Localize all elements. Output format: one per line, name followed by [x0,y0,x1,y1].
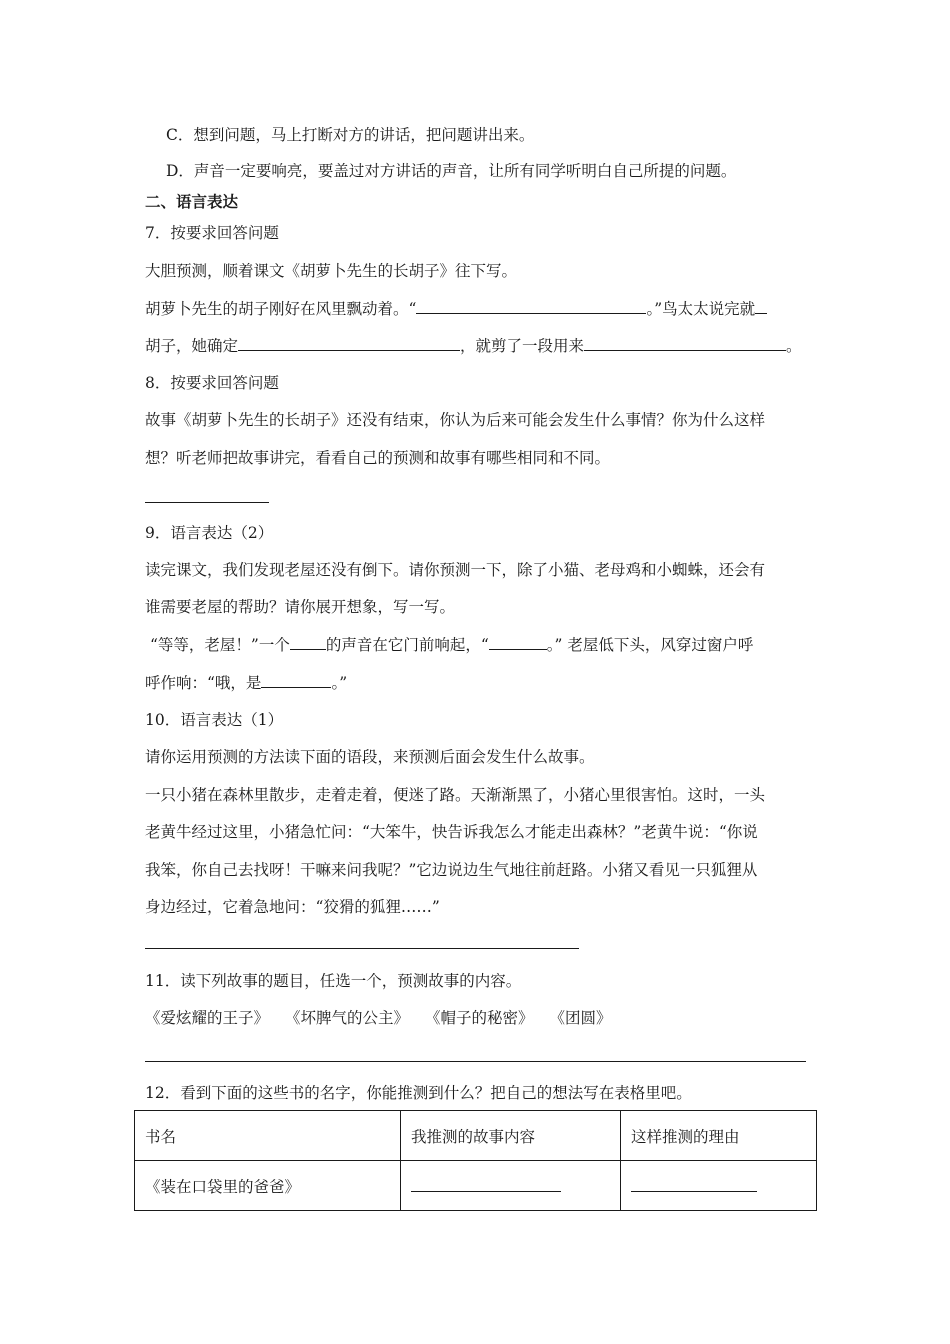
q9-line-3-text-b: 的声音在它门前响起，“ [325,636,489,654]
q9-line-4-text-b: 。” [331,674,348,692]
q10-passage-3: 我笨，你自己去找呀！干嘛来问我呢？”它边说边生气地往前赶路。小猪又看见一只狐狸从 [145,861,758,879]
q11-answer-line[interactable] [145,1061,806,1062]
q10-title: 10．语言表达（1） [145,711,284,729]
q9-title: 9．语言表达（2） [145,524,274,542]
q7-line-1-text-a: 胡萝卜先生的胡子刚好在风里飘动着。“ [145,300,417,318]
q10-instruction: 请你运用预测的方法读下面的语段，来预测后面会发生什么故事。 [145,748,595,766]
table-row [135,1161,817,1211]
q8-text-1: 故事《胡萝卜先生的长胡子》还没有结束，你认为后来可能会发生什么事情？你为什么这样 [145,411,766,429]
q10-passage-4: 身边经过，它着急地问：“狡猾的狐狸……” [145,898,440,916]
row-1-reason-cell [621,1161,817,1211]
q9-line-3-text-a: “等等，老屋！”一个 [150,636,290,654]
q7-title: 7．按要求回答问题 [145,224,279,242]
q8-title: 8．按要求回答问题 [145,374,279,392]
q7-blank-4[interactable] [584,335,786,351]
q7-line-1 [145,298,767,320]
q9-line-3-text-c: 。” 老屋低下头，风穿过窗户呼 [546,636,754,654]
q9-text-1: 读完课文，我们发现老屋还没有倒下。请你预测一下，除了小猫、老母鸡和小蜘蛛，还会有 [145,561,766,579]
table-header-row [135,1111,817,1161]
q12-title: 12．看到下面的这些书的名字，你能推测到什么？把自己的想法写在表格里吧。 [145,1084,692,1102]
q10-passage-2: 老黄牛经过这里，小猪急忙问：“大笨牛，快告诉我怎么才能走出森林？”老黄牛说：“你说 [145,823,758,841]
option-c: C．想到问题，马上打断对方的讲话，把问题讲出来。 [166,126,535,144]
q7-blank-3[interactable] [238,335,460,351]
row-1-book-name: 《装在口袋里的爸爸》 [135,1161,401,1211]
q9-text-2: 谁需要老屋的帮助？请你展开想象，写一写。 [145,598,456,616]
row-1-prediction-cell [401,1161,621,1211]
q9-blank-1[interactable] [290,634,326,650]
header-reason: 这样推测的理由 [621,1111,817,1161]
q8-answer-line[interactable] [145,502,269,503]
q11-book-list [145,1007,612,1029]
q7-line-2-text-c: 。 [786,337,802,355]
q12-table [134,1110,817,1211]
row-1-reason-blank[interactable] [631,1176,757,1192]
q7-line-2-text-a: 胡子，她确定 [145,337,239,355]
q11-book-3: 《帽子的秘密》 [425,1009,534,1027]
q7-blank-1[interactable] [416,298,646,314]
q9-line-3 [150,634,753,656]
q9-line-4 [145,672,347,694]
q7-blank-2[interactable] [755,298,767,314]
option-d: D．声音一定要响亮，要盖过对方讲话的声音，让所有同学听明白自己所提的问题。 [166,162,737,180]
q7-line-2 [145,335,802,357]
q11-book-2: 《坏脾气的公主》 [285,1009,410,1027]
section-title: 二、语言表达 [145,192,239,211]
q7-line-1-text-b: 。”鸟太太说完就 [646,300,756,318]
q10-answer-line[interactable] [145,948,579,949]
q8-text-2: 想？听老师把故事讲完，看看自己的预测和故事有哪些相同和不同。 [145,449,611,467]
q11-book-4: 《团圆》 [549,1009,612,1027]
row-1-prediction-blank[interactable] [411,1176,561,1192]
header-prediction: 我推测的故事内容 [401,1111,621,1161]
q9-line-4-text-a: 呼作响：“哦，是 [145,674,262,692]
q9-blank-3[interactable] [261,672,331,688]
q11-title: 11．读下列故事的题目，任选一个，预测故事的内容。 [145,972,522,990]
q11-book-1: 《爱炫耀的王子》 [145,1009,270,1027]
header-book-name: 书名 [135,1111,401,1161]
q9-blank-2[interactable] [489,634,547,650]
q7-line-2-text-b: ，就剪了一段用来 [460,337,585,355]
q7-instruction: 大胆预测，顺着课文《胡萝卜先生的长胡子》往下写。 [145,262,518,280]
q10-passage-1: 一只小猪在森林里散步，走着走着，便迷了路。天渐渐黑了，小猪心里很害怕。这时，一头 [145,786,766,804]
